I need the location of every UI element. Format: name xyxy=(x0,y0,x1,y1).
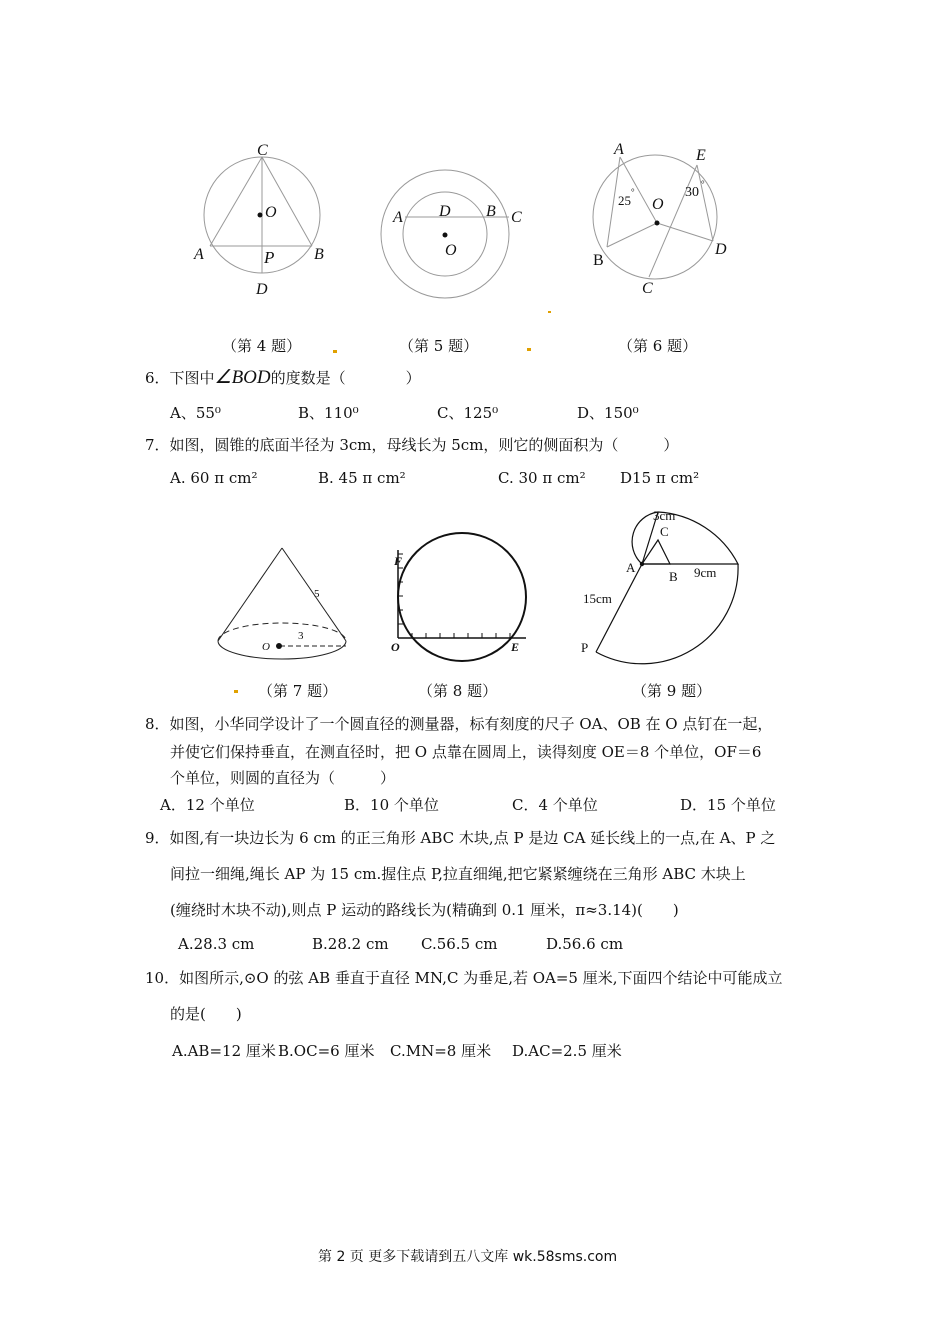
question-7-stem: 7．如图，圆锥的底面半径为 3cm，母线长为 5cm，则它的侧面积为（ ） xyxy=(145,436,679,454)
fig9-label-15cm: 15cm xyxy=(583,591,612,606)
q10-option-c: C.MN=8 厘米 xyxy=(390,1042,492,1060)
fig4-label-C: C xyxy=(257,142,268,159)
q8-option-a: A．12 个单位 xyxy=(160,796,255,814)
fig6-label-A: A xyxy=(614,141,624,158)
fig6-label-B: B xyxy=(593,252,604,269)
q9-option-d: D.56.6 cm xyxy=(546,935,624,953)
figure-5-caption: （第 5 题） xyxy=(399,337,479,355)
question-10-line-1: 10．如图所示,⊙O 的弦 AB 垂直于直径 MN,C 为垂足,若 OA=5 厘米,下面四个结论中可能成立 xyxy=(145,969,783,987)
question-9-line-3: (缠绕时木块不动),则点 P 运动的路线长为(精确到 0.1 厘米，π≈3.14)( ) xyxy=(170,901,679,919)
fig4-label-B: B xyxy=(314,246,324,263)
figure-5 xyxy=(385,160,535,305)
fig6-label-E: E xyxy=(696,147,706,164)
figure-9 xyxy=(580,500,755,665)
yellow-marker xyxy=(333,350,337,353)
fig6-label-25: 25 xyxy=(618,193,631,208)
q9-option-a: A.28.3 cm xyxy=(178,935,255,953)
question-9-line-1: 9．如图,有一块边长为 6 cm 的正三角形 ABC 木块,点 P 是边 CA 延长线上的一点,在 A、P 之 xyxy=(145,829,776,847)
fig6-label-30: 30 xyxy=(685,185,699,200)
fig9-label-9cm: 9cm xyxy=(694,565,717,580)
fig9-label-B: B xyxy=(669,569,678,584)
figure-8 xyxy=(388,530,538,665)
q7-option-a: A. 60 π cm² xyxy=(170,469,258,487)
q8-option-b: B．10 个单位 xyxy=(344,796,439,814)
question-8-line-3: 个单位，则圆的直径为（ ） xyxy=(170,769,396,787)
q6-option-b: B、110⁰ xyxy=(298,404,359,422)
q7-option-b: B. 45 π cm² xyxy=(318,469,406,487)
yellow-marker xyxy=(527,348,531,351)
figure-7-caption: （第 7 题） xyxy=(258,682,338,700)
fig4-label-O: O xyxy=(265,204,277,221)
fig7-label-O: O xyxy=(262,641,270,653)
fig6-degree-25: ° xyxy=(631,187,635,197)
q6-stem-suffix: 的度数是（ ） xyxy=(270,369,421,387)
yellow-marker xyxy=(234,690,238,693)
q10-option-a: A.AB=12 厘米 xyxy=(172,1042,276,1060)
fig5-label-O: O xyxy=(445,242,457,259)
q9-option-b: B.28.2 cm xyxy=(312,935,389,953)
fig6-label-C: C xyxy=(642,280,653,297)
q9-option-c: C.56.5 cm xyxy=(421,935,498,953)
q8-option-c: C．4 个单位 xyxy=(512,796,598,814)
fig4-label-D: D xyxy=(256,281,268,298)
figure-4 xyxy=(180,135,350,305)
fig7-label-5: 5 xyxy=(314,588,320,600)
fig8-label-O: O xyxy=(391,640,400,654)
q6-angle: ∠BOD xyxy=(214,367,271,388)
q7-option-d: D15 π cm² xyxy=(620,469,700,487)
figure-9-caption: （第 9 题） xyxy=(632,682,712,700)
question-8-line-1: 8．如图，小华同学设计了一个圆直径的测量器，标有刻度的尺子 OA、OB 在 O 点钉在一起， xyxy=(145,715,773,733)
fig9-label-P: P xyxy=(581,640,589,655)
fig5-label-A: A xyxy=(393,209,403,226)
figure-6-caption: （第 6 题） xyxy=(618,337,698,355)
fig8-label-E: E xyxy=(511,640,520,654)
q6-option-a: A、55⁰ xyxy=(170,404,221,422)
question-10-line-2: 的是( ) xyxy=(170,1005,242,1023)
figure-8-caption: （第 8 题） xyxy=(418,682,498,700)
q6-option-d: D、150⁰ xyxy=(577,404,639,422)
yellow-marker xyxy=(548,311,551,313)
fig9-label-3cm: 3cm xyxy=(653,508,676,523)
fig9-label-A: A xyxy=(626,560,636,575)
q7-option-c: C. 30 π cm² xyxy=(498,469,586,487)
q10-option-d: D.AC=2.5 厘米 xyxy=(512,1042,622,1060)
question-9-line-2: 间拉一细绳,绳长 AP 为 15 cm.握住点 P,拉直细绳,把它紧紧缠绕在三角形 ABC 木块上 xyxy=(170,865,746,883)
fig7-label-3: 3 xyxy=(298,630,304,642)
fig6-label-O: O xyxy=(652,196,664,213)
figure-7 xyxy=(210,540,355,665)
question-8-line-2: 并使它们保持垂直，在测直径时，把 O 点靠在圆周上，读得刻度 OE＝8 个单位，OF＝6 xyxy=(170,743,762,761)
q10-option-b: B.OC=6 厘米 xyxy=(278,1042,375,1060)
page-footer: 第 2 页 更多下载请到五八文库 wk.58sms.com xyxy=(318,1249,618,1265)
fig6-label-D: D xyxy=(715,241,727,258)
fig6-degree-30: ° xyxy=(701,179,705,189)
q6-stem-prefix: 6．下图中 xyxy=(145,369,215,387)
fig5-label-C: C xyxy=(511,209,522,226)
figure-6 xyxy=(585,135,745,300)
fig5-label-D: D xyxy=(439,203,451,220)
figure-4-caption: （第 4 题） xyxy=(222,337,302,355)
q6-option-c: C、125⁰ xyxy=(437,404,499,422)
fig8-label-F: F xyxy=(394,554,403,568)
fig4-label-A: A xyxy=(194,246,204,263)
question-6-stem xyxy=(145,368,421,388)
q8-option-d: D．15 个单位 xyxy=(680,796,776,814)
fig9-label-C: C xyxy=(660,524,669,539)
fig4-label-P: P xyxy=(264,248,275,267)
fig5-label-B: B xyxy=(486,203,496,220)
